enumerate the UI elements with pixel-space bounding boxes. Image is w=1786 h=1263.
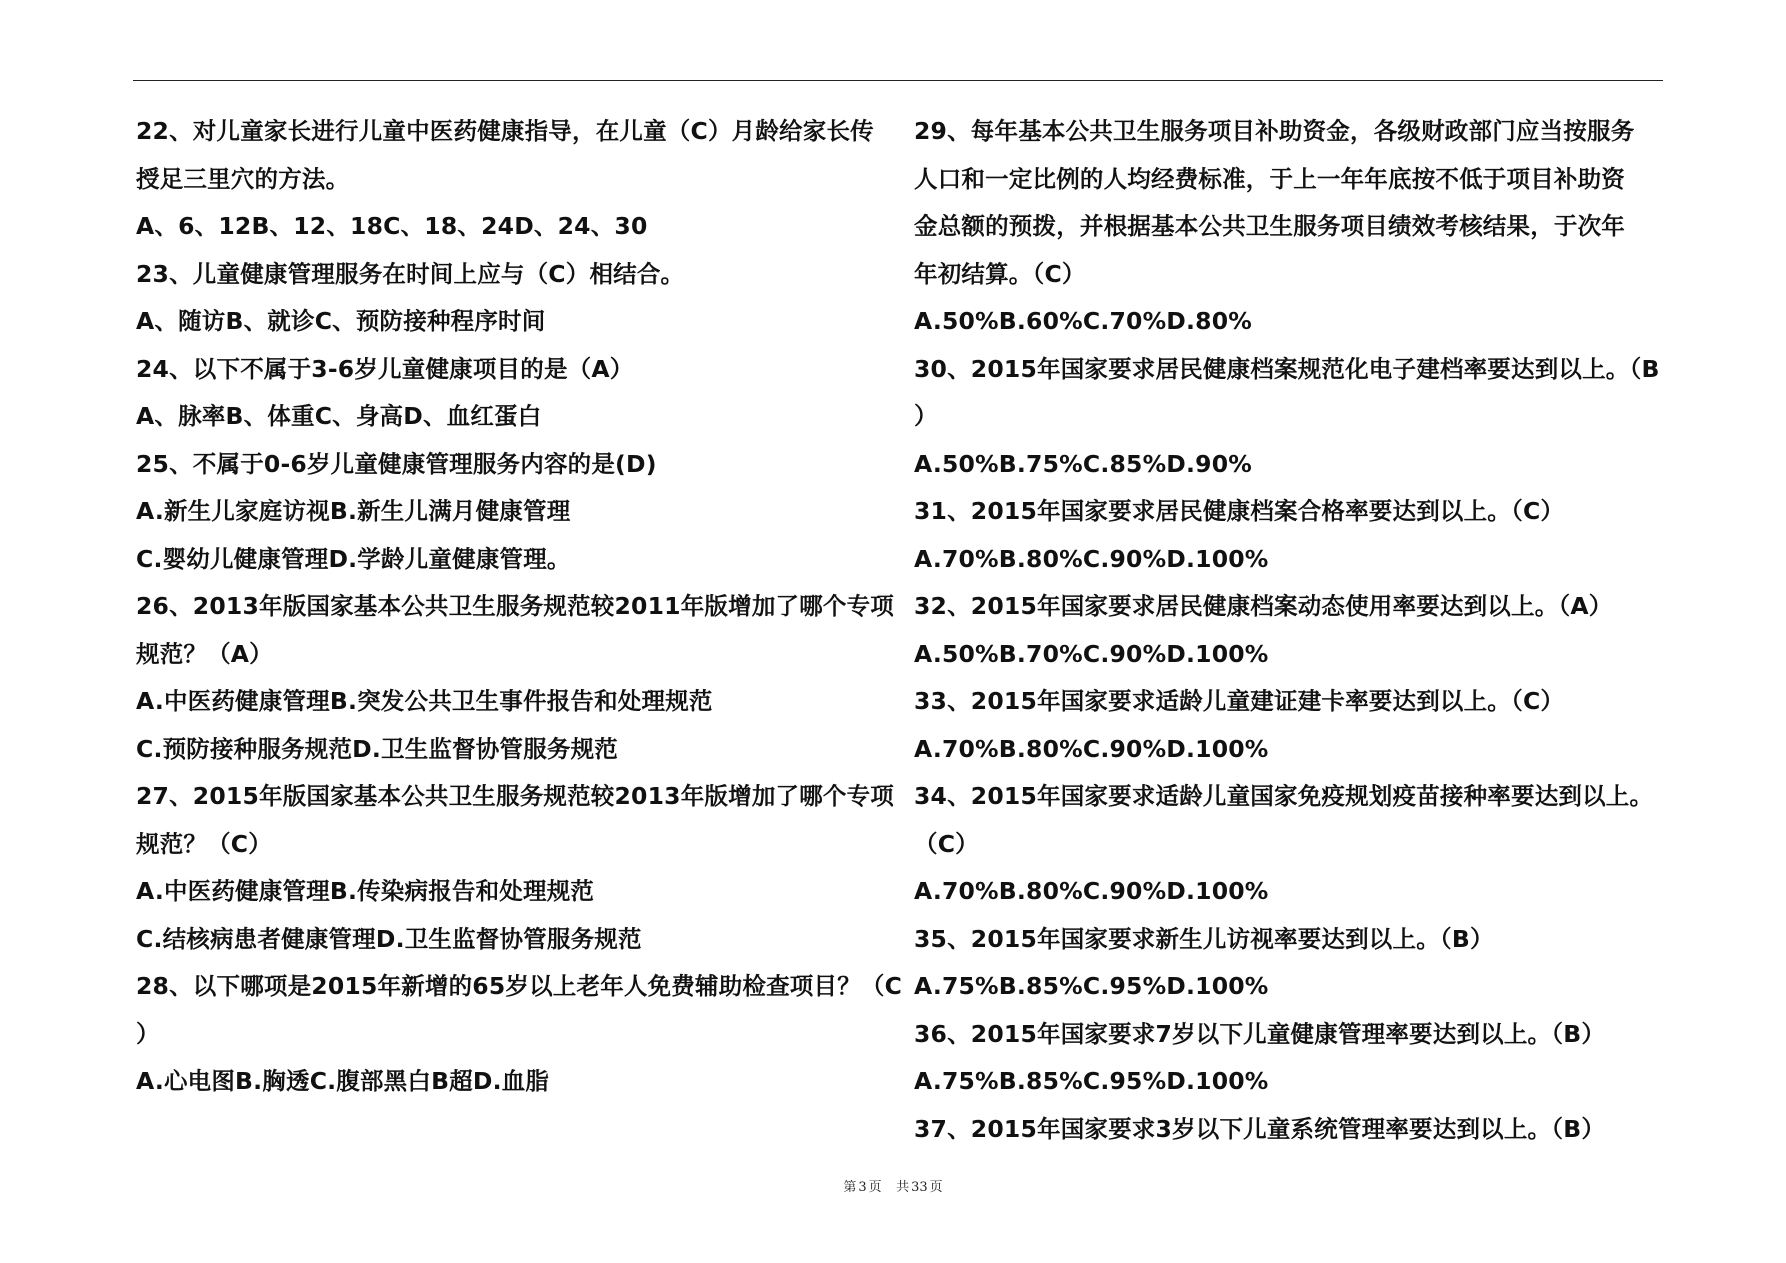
total-pages: 33 [911,1180,928,1195]
header-rule [133,80,1663,81]
text-line: 36、2015年国家要求7岁以下儿童健康管理率要达到以上。（B） [914,1019,1606,1048]
text-line: 金总额的预拨，并根据基本公共卫生服务项目绩效考核结果，于次年 [914,212,1625,240]
text-line: 22、对儿童家长进行儿童中医药健康指导，在儿童（C）月龄给家长传 [136,117,874,145]
page-number: 3 [858,1180,867,1195]
text-line: 授足三里穴的方法。 [136,164,350,193]
text-line: 年初结算。（C） [914,259,1086,288]
left-column [136,108,903,1106]
text-line: C.结核病患者健康管理D.卫生监督协管服务规范 [136,924,642,953]
text-line: 26、2013年版国家基本公共卫生服务规范较2011年版增加了哪个专项 [136,592,895,620]
text-line: 24、以下不属于3-6岁儿童健康项目的是（A） [136,354,634,383]
page-prefix: 第 [843,1180,857,1195]
text-line: 30、2015年国家要求居民健康档案规范化电子建档率要达到以上。（B [914,354,1660,383]
text-line: A、6、12B、12、18C、18、24D、24、30 [136,212,648,240]
text-line: A.75%B.85%C.95%D.100% [914,1067,1269,1095]
text-line: A.50%B.75%C.85%D.90% [914,449,1252,478]
text-line: A.75%B.85%C.95%D.100% [914,972,1269,1000]
text-line: A.50%B.60%C.70%D.80% [914,307,1252,335]
text-line: ） [136,1019,160,1048]
text-line: A、随访B、就诊C、预防接种程序时间 [136,307,546,335]
text-line: 34、2015年国家要求适龄儿童国家免疫规划疫苗接种率要达到以上。 [914,782,1654,810]
text-line: 人口和一定比例的人均经费标准，于上一年年底按不低于项目补助资 [914,164,1625,193]
text-line: （C） [914,829,979,858]
text-line: A.70%B.80%C.90%D.100% [914,877,1269,905]
text-line: C.婴幼儿健康管理D.学龄儿童健康管理。 [136,544,571,573]
text-line: A、脉率B、体重C、身高D、血红蛋白 [136,402,542,430]
text-line: 28、以下哪项是2015年新增的65岁以上老年人免费辅助检查项目？（C [136,972,903,1000]
text-line: A.70%B.80%C.90%D.100% [914,544,1269,573]
page-footer [0,1176,1786,1195]
text-line: 31、2015年国家要求居民健康档案合格率要达到以上。（C） [914,497,1565,525]
text-line: 27、2015年版国家基本公共卫生服务规范较2013年版增加了哪个专项 [136,782,895,810]
text-line: C.预防接种服务规范D.卫生监督协管服务规范 [136,734,619,763]
text-line: 规范？（A） [136,639,273,668]
text-line: 37、2015年国家要求3岁以下儿童系统管理率要达到以上。（B） [914,1114,1606,1143]
total-suffix: 页 [929,1180,943,1195]
text-line: 33、2015年国家要求适龄儿童建证建卡率要达到以上。（C） [914,687,1565,715]
right-column [914,108,1660,1153]
text-line: 32、2015年国家要求居民健康档案动态使用率要达到以上。（A） [914,592,1613,620]
text-line: 29、每年基本公共卫生服务项目补助资金，各级财政部门应当按服务 [914,117,1635,145]
text-line: 25、不属于0-6岁儿童健康管理服务内容的是(D) [136,449,657,478]
text-line: A.70%B.80%C.90%D.100% [914,734,1269,763]
text-line: A.中医药健康管理B.突发公共卫生事件报告和处理规范 [136,687,713,715]
text-line: A.50%B.70%C.90%D.100% [914,639,1269,668]
total-prefix: 共 [896,1180,910,1195]
text-line: A.中医药健康管理B.传染病报告和处理规范 [136,877,595,905]
text-line: ） [914,402,938,430]
text-line: 23、儿童健康管理服务在时间上应与（C）相结合。 [136,259,685,288]
text-line: A.心电图B.胸透C.腹部黑白B超D.血脂 [136,1067,550,1095]
text-line: 35、2015年国家要求新生儿访视率要达到以上。（B） [914,924,1494,953]
text-line: A.新生儿家庭访视B.新生儿满月健康管理 [136,497,571,525]
text-line: 规范？（C） [136,829,272,858]
page-suffix: 页 [868,1180,882,1195]
